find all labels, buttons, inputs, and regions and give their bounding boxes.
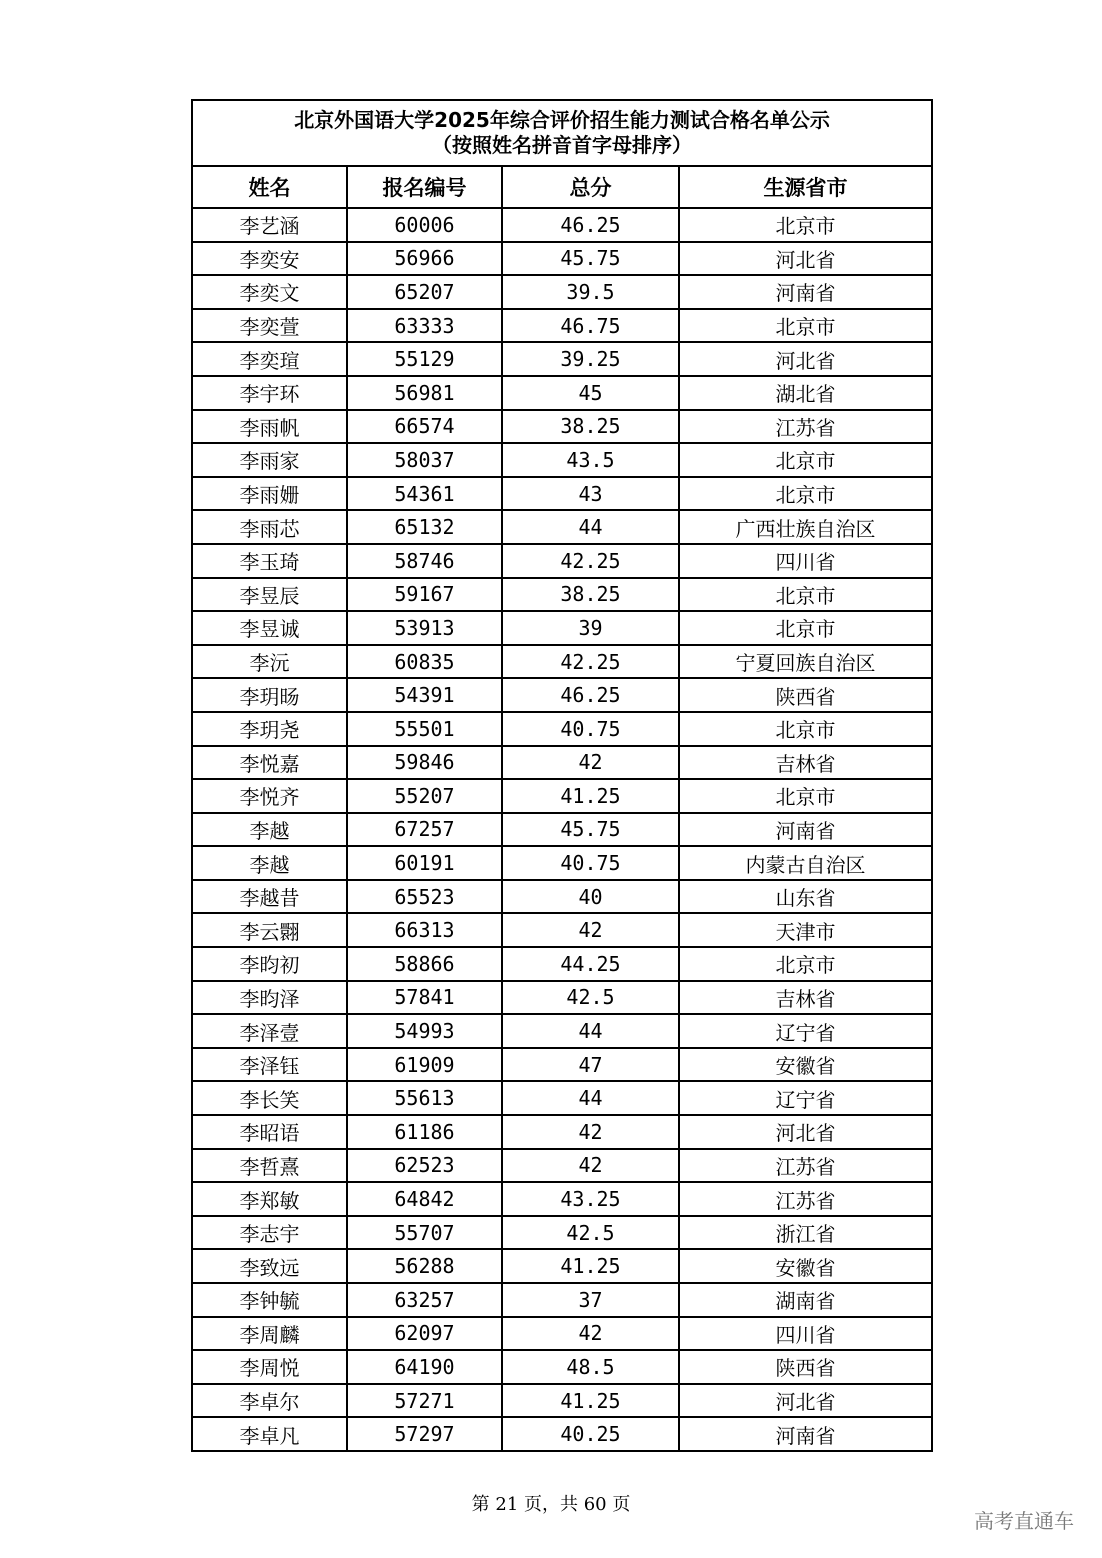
- table-row: [192, 1384, 932, 1418]
- cell-province: 江苏省: [679, 1182, 932, 1216]
- cell-province: 河南省: [679, 813, 932, 847]
- cell-score: 44: [502, 510, 679, 544]
- table-row: [192, 1048, 932, 1082]
- table-row: [192, 1249, 932, 1283]
- cell-score: 44: [502, 1081, 679, 1115]
- cell-score: 42.5: [502, 981, 679, 1015]
- cell-reg-no: 62523: [347, 1149, 502, 1183]
- table-row: [192, 981, 932, 1015]
- cell-reg-no: 65132: [347, 510, 502, 544]
- cell-score: 45.75: [502, 813, 679, 847]
- cell-province: 广西壮族自治区: [679, 510, 932, 544]
- table-row: [192, 779, 932, 813]
- cell-reg-no: 53913: [347, 611, 502, 645]
- cell-name: 李雨芯: [192, 510, 347, 544]
- table-row: [192, 611, 932, 645]
- cell-name: 李雨家: [192, 443, 347, 477]
- table-row: [192, 477, 932, 511]
- cell-province: 四川省: [679, 1317, 932, 1351]
- cell-score: 43: [502, 477, 679, 511]
- cell-reg-no: 65207: [347, 275, 502, 309]
- table-row: [192, 1115, 932, 1149]
- title-line-2: （按照姓名拼音首字母排序）: [432, 133, 693, 157]
- cell-province: 湖北省: [679, 376, 932, 410]
- cell-name: 李雨姗: [192, 477, 347, 511]
- cell-province: 辽宁省: [679, 1081, 932, 1115]
- table-row: [192, 880, 932, 914]
- cell-score: 38.25: [502, 410, 679, 444]
- cell-score: 42: [502, 746, 679, 780]
- cell-name: 李昀初: [192, 947, 347, 981]
- cell-name: 李玉琦: [192, 544, 347, 578]
- cell-province: 北京市: [679, 611, 932, 645]
- cell-name: 李奕萱: [192, 309, 347, 343]
- cell-reg-no: 54391: [347, 678, 502, 712]
- table-row: [192, 309, 932, 343]
- cell-reg-no: 58037: [347, 443, 502, 477]
- table-row: [192, 376, 932, 410]
- cell-reg-no: 64190: [347, 1350, 502, 1384]
- cell-score: 45.75: [502, 242, 679, 276]
- cell-score: 43.25: [502, 1182, 679, 1216]
- cell-reg-no: 56288: [347, 1249, 502, 1283]
- cell-reg-no: 56966: [347, 242, 502, 276]
- table-row: [192, 1317, 932, 1351]
- cell-name: 李卓凡: [192, 1417, 347, 1451]
- cell-reg-no: 61909: [347, 1048, 502, 1082]
- cell-score: 40.75: [502, 712, 679, 746]
- cell-reg-no: 55207: [347, 779, 502, 813]
- cell-reg-no: 66574: [347, 410, 502, 444]
- cell-province: 四川省: [679, 544, 932, 578]
- cell-province: 北京市: [679, 578, 932, 612]
- header-province: 生源省市: [679, 166, 932, 208]
- cell-province: 北京市: [679, 477, 932, 511]
- table-row: [192, 813, 932, 847]
- cell-score: 44.25: [502, 947, 679, 981]
- cell-score: 42.25: [502, 645, 679, 679]
- table-row: [192, 275, 932, 309]
- table-row: [192, 645, 932, 679]
- table-row: [192, 1283, 932, 1317]
- cell-score: 46.25: [502, 208, 679, 242]
- cell-province: 北京市: [679, 947, 932, 981]
- table-row: [192, 1417, 932, 1451]
- cell-province: 陕西省: [679, 678, 932, 712]
- cell-score: 42.25: [502, 544, 679, 578]
- table-row: [192, 947, 932, 981]
- cell-reg-no: 54993: [347, 1014, 502, 1048]
- cell-province: 江苏省: [679, 1149, 932, 1183]
- cell-name: 李悦齐: [192, 779, 347, 813]
- cell-name: 李昱诚: [192, 611, 347, 645]
- cell-name: 李越昔: [192, 880, 347, 914]
- table-row: [192, 1081, 932, 1115]
- cell-province: 山东省: [679, 880, 932, 914]
- cell-score: 39.25: [502, 342, 679, 376]
- cell-province: 湖南省: [679, 1283, 932, 1317]
- table-row: [192, 846, 932, 880]
- cell-name: 李云翾: [192, 913, 347, 947]
- cell-reg-no: 65523: [347, 880, 502, 914]
- cell-score: 41.25: [502, 1249, 679, 1283]
- cell-reg-no: 57271: [347, 1384, 502, 1418]
- cell-name: 李昀泽: [192, 981, 347, 1015]
- table-row: [192, 510, 932, 544]
- cell-score: 46.25: [502, 678, 679, 712]
- cell-province: 河南省: [679, 1417, 932, 1451]
- cell-reg-no: 59167: [347, 578, 502, 612]
- table-row: [192, 342, 932, 376]
- table-row: [192, 1216, 932, 1250]
- cell-reg-no: 61186: [347, 1115, 502, 1149]
- table-row: [192, 443, 932, 477]
- admission-list-table: [191, 99, 933, 1452]
- table-row: [192, 1350, 932, 1384]
- cell-province: 北京市: [679, 443, 932, 477]
- cell-score: 45: [502, 376, 679, 410]
- cell-name: 李玥旸: [192, 678, 347, 712]
- cell-reg-no: 57297: [347, 1417, 502, 1451]
- cell-score: 47: [502, 1048, 679, 1082]
- cell-province: 天津市: [679, 913, 932, 947]
- watermark: 高考直通车: [974, 1509, 1074, 1533]
- cell-province: 陕西省: [679, 1350, 932, 1384]
- cell-score: 41.25: [502, 1384, 679, 1418]
- header-name: 姓名: [192, 166, 347, 208]
- cell-name: 李昭语: [192, 1115, 347, 1149]
- cell-name: 李长笑: [192, 1081, 347, 1115]
- cell-name: 李周悦: [192, 1350, 347, 1384]
- cell-reg-no: 55613: [347, 1081, 502, 1115]
- cell-score: 40.75: [502, 846, 679, 880]
- cell-reg-no: 66313: [347, 913, 502, 947]
- cell-reg-no: 60006: [347, 208, 502, 242]
- cell-score: 48.5: [502, 1350, 679, 1384]
- cell-reg-no: 56981: [347, 376, 502, 410]
- cell-province: 吉林省: [679, 746, 932, 780]
- cell-name: 李悦嘉: [192, 746, 347, 780]
- table-row: [192, 678, 932, 712]
- cell-name: 李郑敏: [192, 1182, 347, 1216]
- cell-reg-no: 58746: [347, 544, 502, 578]
- cell-province: 安徽省: [679, 1249, 932, 1283]
- cell-reg-no: 55129: [347, 342, 502, 376]
- cell-reg-no: 55501: [347, 712, 502, 746]
- cell-province: 内蒙古自治区: [679, 846, 932, 880]
- table-row: [192, 208, 932, 242]
- cell-name: 李卓尔: [192, 1384, 347, 1418]
- table-row: [192, 1149, 932, 1183]
- cell-name: 李钟毓: [192, 1283, 347, 1317]
- table-row: [192, 544, 932, 578]
- cell-score: 39.5: [502, 275, 679, 309]
- cell-province: 河北省: [679, 342, 932, 376]
- cell-province: 河南省: [679, 275, 932, 309]
- cell-score: 42: [502, 1317, 679, 1351]
- cell-province: 宁夏回族自治区: [679, 645, 932, 679]
- cell-province: 北京市: [679, 309, 932, 343]
- cell-name: 李越: [192, 846, 347, 880]
- cell-name: 李奕瑄: [192, 342, 347, 376]
- cell-reg-no: 63257: [347, 1283, 502, 1317]
- cell-province: 辽宁省: [679, 1014, 932, 1048]
- cell-score: 42: [502, 1149, 679, 1183]
- cell-reg-no: 62097: [347, 1317, 502, 1351]
- table-row: [192, 578, 932, 612]
- cell-reg-no: 59846: [347, 746, 502, 780]
- header-row: [192, 166, 932, 208]
- header-score: 总分: [502, 166, 679, 208]
- cell-score: 40.25: [502, 1417, 679, 1451]
- cell-name: 李奕文: [192, 275, 347, 309]
- table-row: [192, 913, 932, 947]
- cell-name: 李志宇: [192, 1216, 347, 1250]
- cell-province: 浙江省: [679, 1216, 932, 1250]
- cell-province: 河北省: [679, 1115, 932, 1149]
- cell-name: 李哲熹: [192, 1149, 347, 1183]
- cell-province: 安徽省: [679, 1048, 932, 1082]
- cell-reg-no: 64842: [347, 1182, 502, 1216]
- table-row: [192, 242, 932, 276]
- cell-reg-no: 60835: [347, 645, 502, 679]
- cell-reg-no: 67257: [347, 813, 502, 847]
- cell-name: 李周麟: [192, 1317, 347, 1351]
- cell-score: 38.25: [502, 578, 679, 612]
- cell-reg-no: 60191: [347, 846, 502, 880]
- cell-score: 39: [502, 611, 679, 645]
- cell-score: 42: [502, 913, 679, 947]
- cell-name: 李泽壹: [192, 1014, 347, 1048]
- cell-name: 李玥尧: [192, 712, 347, 746]
- title-line-1: 北京外国语大学2025年综合评价招生能力测试合格名单公示: [294, 108, 830, 132]
- cell-name: 李越: [192, 813, 347, 847]
- cell-province: 北京市: [679, 712, 932, 746]
- table-row: [192, 1014, 932, 1048]
- cell-name: 李泽钰: [192, 1048, 347, 1082]
- cell-reg-no: 58866: [347, 947, 502, 981]
- cell-name: 李宇环: [192, 376, 347, 410]
- cell-score: 37: [502, 1283, 679, 1317]
- table-title: [192, 100, 932, 166]
- table-row: [192, 712, 932, 746]
- cell-province: 河北省: [679, 1384, 932, 1418]
- cell-name: 李昱辰: [192, 578, 347, 612]
- cell-score: 40: [502, 880, 679, 914]
- cell-reg-no: 63333: [347, 309, 502, 343]
- cell-score: 44: [502, 1014, 679, 1048]
- cell-reg-no: 55707: [347, 1216, 502, 1250]
- cell-province: 北京市: [679, 779, 932, 813]
- cell-score: 41.25: [502, 779, 679, 813]
- header-reg-no: 报名编号: [347, 166, 502, 208]
- table-row: [192, 410, 932, 444]
- table-row: [192, 746, 932, 780]
- cell-province: 河北省: [679, 242, 932, 276]
- cell-province: 江苏省: [679, 410, 932, 444]
- cell-reg-no: 57841: [347, 981, 502, 1015]
- cell-score: 46.75: [502, 309, 679, 343]
- cell-name: 李奕安: [192, 242, 347, 276]
- table-row: [192, 1182, 932, 1216]
- cell-score: 42.5: [502, 1216, 679, 1250]
- cell-name: 李沅: [192, 645, 347, 679]
- cell-reg-no: 54361: [347, 477, 502, 511]
- page-footer: 第 21 页，共 60 页: [471, 1494, 631, 1515]
- cell-score: 42: [502, 1115, 679, 1149]
- cell-score: 43.5: [502, 443, 679, 477]
- cell-name: 李致远: [192, 1249, 347, 1283]
- cell-name: 李艺涵: [192, 208, 347, 242]
- cell-name: 李雨帆: [192, 410, 347, 444]
- cell-province: 吉林省: [679, 981, 932, 1015]
- cell-province: 北京市: [679, 208, 932, 242]
